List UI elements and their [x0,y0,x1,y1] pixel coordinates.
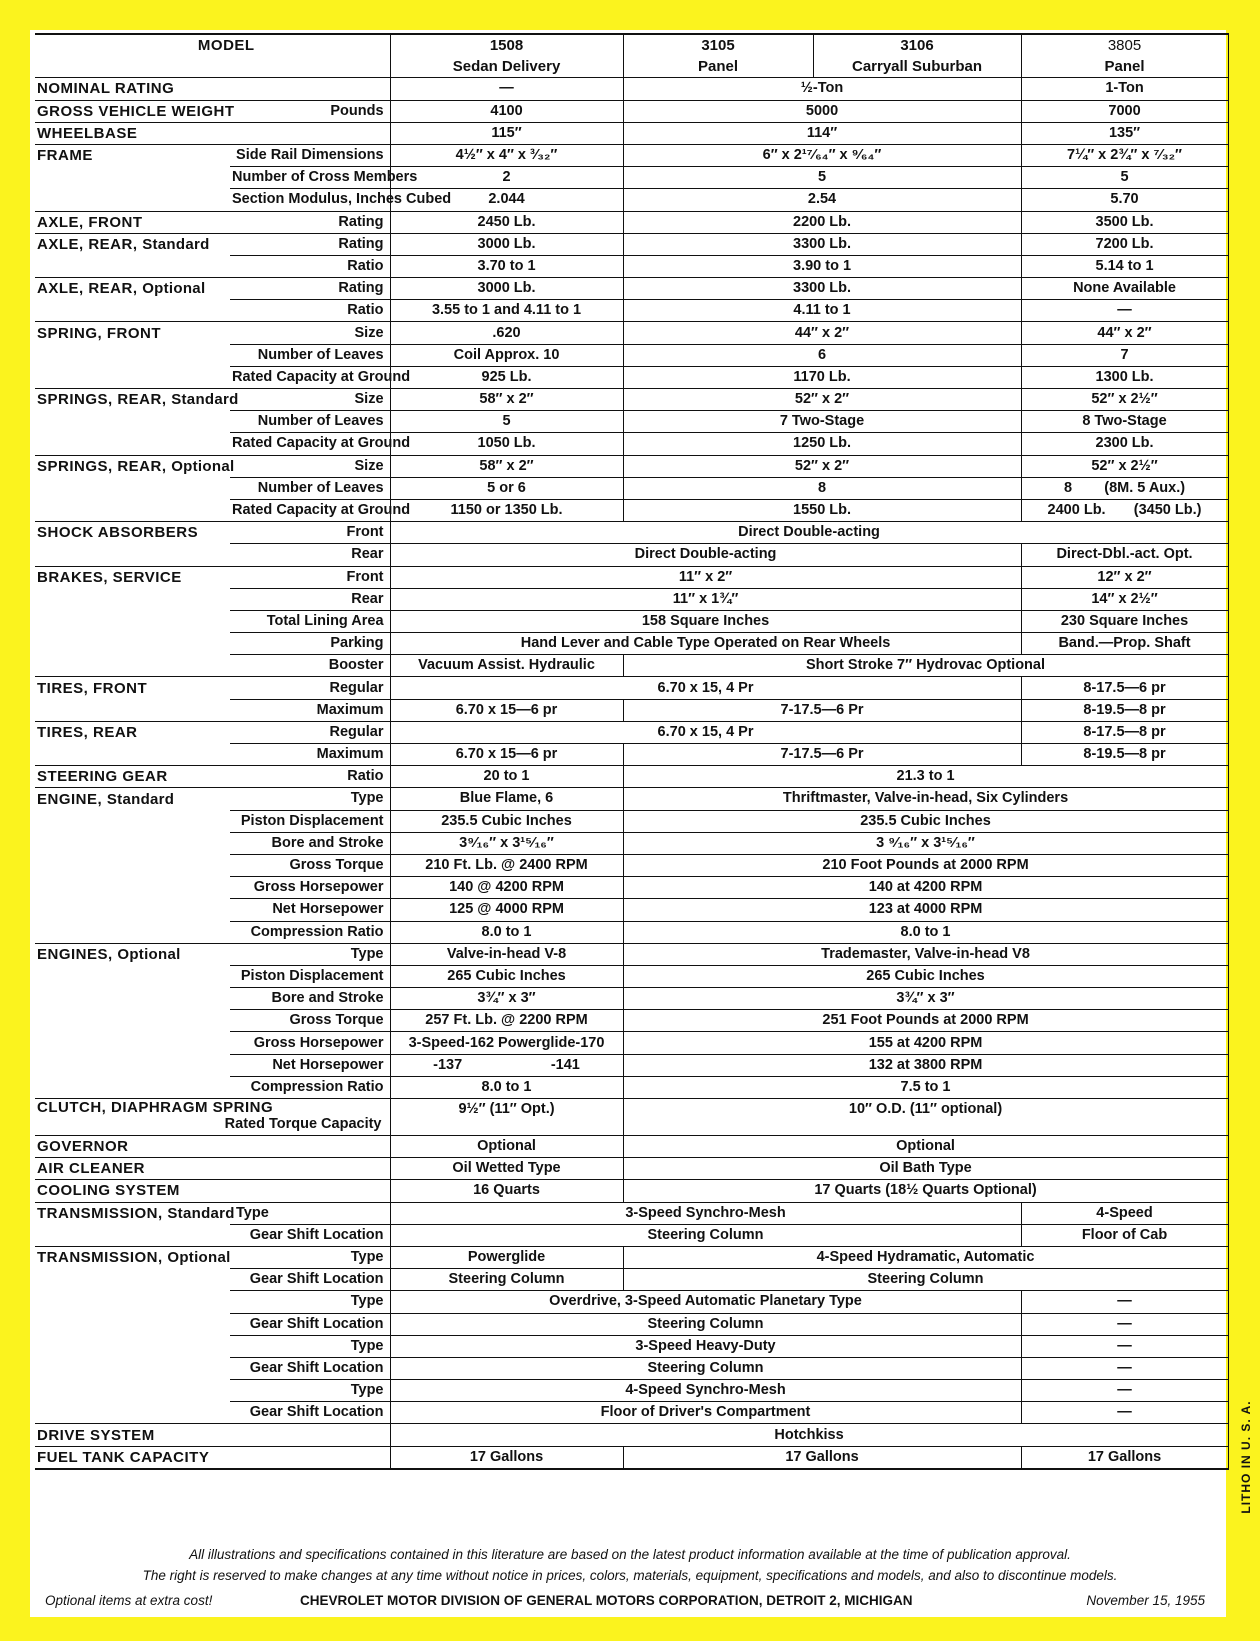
table-row: Ratio 3.55 to 1 and 4.11 to 1 4.11 to 1 — [35,300,1228,322]
table-row: Number of Leaves 5 or 6 8 8 (8M. 5 Aux.) [35,477,1228,499]
model-1508-number: 1508 [390,34,623,56]
table-row: Gear Shift Location Steering Column — [35,1313,1228,1335]
footer-disclaimer-1: All illustrations and specifications contained in this literature are based on the latest product information available at the time of publication approval. [189,1547,1071,1562]
table-row: Booster Vacuum Assist. Hydraulic Short Stroke 7″ Hydrovac Optional [35,655,1228,677]
table-row: Maximum 6.70 x 15—6 pr 7-17.5—6 Pr 8-19.5—8 pr [35,699,1228,721]
table-row: COOLING SYSTEM 16 Quarts 17 Quarts (18½ Quarts Optional) [35,1180,1228,1202]
table-row: Type 3-Speed Heavy-Duty — [35,1335,1228,1357]
table-row: FUEL TANK CAPACITY 17 Gallons 17 Gallons 17 Gallons [35,1446,1228,1469]
table-row: Number of Leaves Coil Approx. 10 6 7 [35,344,1228,366]
model-3105-number: 3105 [623,34,813,56]
publication-date: November 15, 1955 [1086,1593,1205,1608]
table-row: Rated Capacity at Ground 1050 Lb. 1250 Lb. 2300 Lb. [35,433,1228,455]
table-row: Gross Torque 210 Ft. Lb. @ 2400 RPM 210 Foot Pounds at 2000 RPM [35,854,1228,876]
model-3805-body: Panel [1021,56,1228,78]
table-row: Type Overdrive, 3-Speed Automatic Planetary Type — [35,1291,1228,1313]
table-row: ENGINES, Optional Type Valve-in-head V-8 Trademaster, Valve-in-head V8 [35,943,1228,965]
table-row: BRAKES, SERVICE Front 11″ x 2″ 12″ x 2″ [35,566,1228,588]
table-row: Bore and Stroke 3⁹⁄₁₆″ x 3¹⁵⁄₁₆″ 3 ⁹⁄₁₆″ x 3¹⁵⁄₁₆″ [35,832,1228,854]
table-row: Net Horsepower 125 @ 4000 RPM 123 at 4000 RPM [35,899,1228,921]
table-row: Gross Horsepower 3-Speed-162 Powerglide-170 155 at 4200 RPM [35,1032,1228,1054]
table-row: ENGINE, Standard Type Blue Flame, 6 Thriftmaster, Valve-in-head, Six Cylinders [35,788,1228,810]
header-row-bodies [35,56,1228,78]
spec-table [35,33,1229,1470]
model-3106-body: Carryall Suburban [813,56,1021,78]
table-row: Compression Ratio 8.0 to 1 7.5 to 1 [35,1076,1228,1098]
table-row: TRANSMISSION, Optional Type Powerglide 4-Speed Hydramatic, Automatic [35,1246,1228,1268]
table-row: FRAME Side Rail Dimensions 4½″ x 4″ x ³⁄₃₂″ 6″ x 2¹⁷⁄₆₄″ x ⁹⁄₆₄″ 7¼″ x 2¾″ x ⁷⁄₃₂″ [35,144,1228,166]
table-row: Piston Displacement 265 Cubic Inches 265 Cubic Inches [35,965,1228,987]
table-row: Number of Leaves 5 7 Two-Stage 8 Two-Stage [35,411,1228,433]
table-row: Gross Horsepower 140 @ 4200 RPM 140 at 4200 RPM [35,877,1228,899]
table-row: SPRINGS, REAR, Optional Size 58″ x 2″ 52″ x 2″ 52″ x 2½″ [35,455,1228,477]
table-row: Gear Shift Location Steering Column Floor of Cab [35,1224,1228,1246]
table-row: AXLE, REAR, Standard Rating 3000 Lb. 3300 Lb. 7200 Lb. [35,233,1228,255]
table-row: Bore and Stroke 3¾″ x 3″ 3¾″ x 3″ [35,988,1228,1010]
table-row: SPRING, FRONT Size .620 44″ x 2″ 44″ x 2″ [35,322,1228,344]
header-row-models [35,34,1228,56]
table-row: SPRINGS, REAR, Standard Size 58″ x 2″ 52″ x 2″ 52″ x 2½″ [35,389,1228,411]
table-row: Type 4-Speed Synchro-Mesh — [35,1380,1228,1402]
litho-mark [1236,1400,1254,1520]
table-row: Maximum 6.70 x 15—6 pr 7-17.5—6 Pr 8-19.5—8 pr [35,744,1228,766]
table-row: Gear Shift Location Floor of Driver's Compartment — [35,1402,1228,1424]
table-row: TIRES, REAR Regular 6.70 x 15, 4 Pr 8-17.5—8 pr [35,721,1228,743]
table-row: GOVERNOR Optional Optional [35,1136,1228,1158]
model-label: MODEL [35,34,390,56]
table-row: Rear Direct Double-acting Direct-Dbl.-act. Opt. [35,544,1228,566]
table-row: STEERING GEAR Ratio 20 to 1 21.3 to 1 [35,766,1228,788]
table-row: Piston Displacement 235.5 Cubic Inches 235.5 Cubic Inches [35,810,1228,832]
table-row: Net Horsepower -137 -141 132 at 3800 RPM [35,1054,1228,1076]
table-row: WHEELBASE 115″ 114″ 135″ [35,122,1228,144]
table-row: Gross Torque 257 Ft. Lb. @ 2200 RPM 251 Foot Pounds at 2000 RPM [35,1010,1228,1032]
table-row: DRIVE SYSTEM Hotchkiss [35,1424,1228,1446]
table-row: Gear Shift Location Steering Column Steering Column [35,1269,1228,1291]
footer-disclaimer-2: The right is reserved to make changes at any time without notice in prices, colors, materials, equipment, specifications and models, and also to discontinue models. [142,1568,1118,1583]
litho-text: LITHO IN U. S. A. [1239,1400,1253,1514]
table-row: Rated Capacity at Ground 1150 or 1350 Lb. 1550 Lb. 2400 Lb. (3450 Lb.) [35,499,1228,521]
table-row: Total Lining Area 158 Square Inches 230 Square Inches [35,610,1228,632]
table-row: Number of Cross Members 2 5 5 [35,167,1228,189]
table-row: GROSS VEHICLE WEIGHT Pounds 4100 5000 7000 [35,100,1228,122]
table-row: AXLE, REAR, Optional Rating 3000 Lb. 3300 Lb. None Available [35,278,1228,300]
table-row: AIR CLEANER Oil Wetted Type Oil Bath Type [35,1158,1228,1180]
table-row: SHOCK ABSORBERS Front Direct Double-acting [35,522,1228,544]
table-row: TIRES, FRONT Regular 6.70 x 15, 4 Pr 8-17.5—6 pr [35,677,1228,699]
table-row: Rated Capacity at Ground 925 Lb. 1170 Lb. 1300 Lb. [35,366,1228,388]
table-row: Compression Ratio 8.0 to 1 8.0 to 1 [35,921,1228,943]
model-3106-number: 3106 [813,34,1021,56]
table-row: Rear 11″ x 1¾″ 14″ x 2½″ [35,588,1228,610]
table-row: TRANSMISSION, Standard Type 3-Speed Synchro-Mesh 4-Speed [35,1202,1228,1224]
division-name: CHEVROLET MOTOR DIVISION OF GENERAL MOTORS CORPORATION, DETROIT 2, MICHIGAN [300,1593,913,1608]
model-3105-body: Panel [623,56,813,78]
table-row: Ratio 3.70 to 1 3.90 to 1 5.14 to 1 [35,255,1228,277]
model-1508-body: Sedan Delivery [390,56,623,78]
table-row: Section Modulus, Inches Cubed 2.044 2.54 5.70 [35,189,1228,211]
table-row: CLUTCH, DIAPHRAGM SPRING Rated Torque Capacity 9½″ (11″ Opt.) 10″ O.D. (11″ optional) [35,1099,1228,1136]
table-row: AXLE, FRONT Rating 2450 Lb. 2200 Lb. 3500 Lb. [35,211,1228,233]
spec-sheet [30,30,1226,1617]
optional-note: Optional items at extra cost! [45,1593,213,1608]
table-row: NOMINAL RATING — ½-Ton 1-Ton [35,78,1228,100]
table-row: Gear Shift Location Steering Column — [35,1357,1228,1379]
table-row: Parking Hand Lever and Cable Type Operated on Rear Wheels Band.—Prop. Shaft [35,633,1228,655]
model-3805-number: 3805 [1021,34,1228,56]
